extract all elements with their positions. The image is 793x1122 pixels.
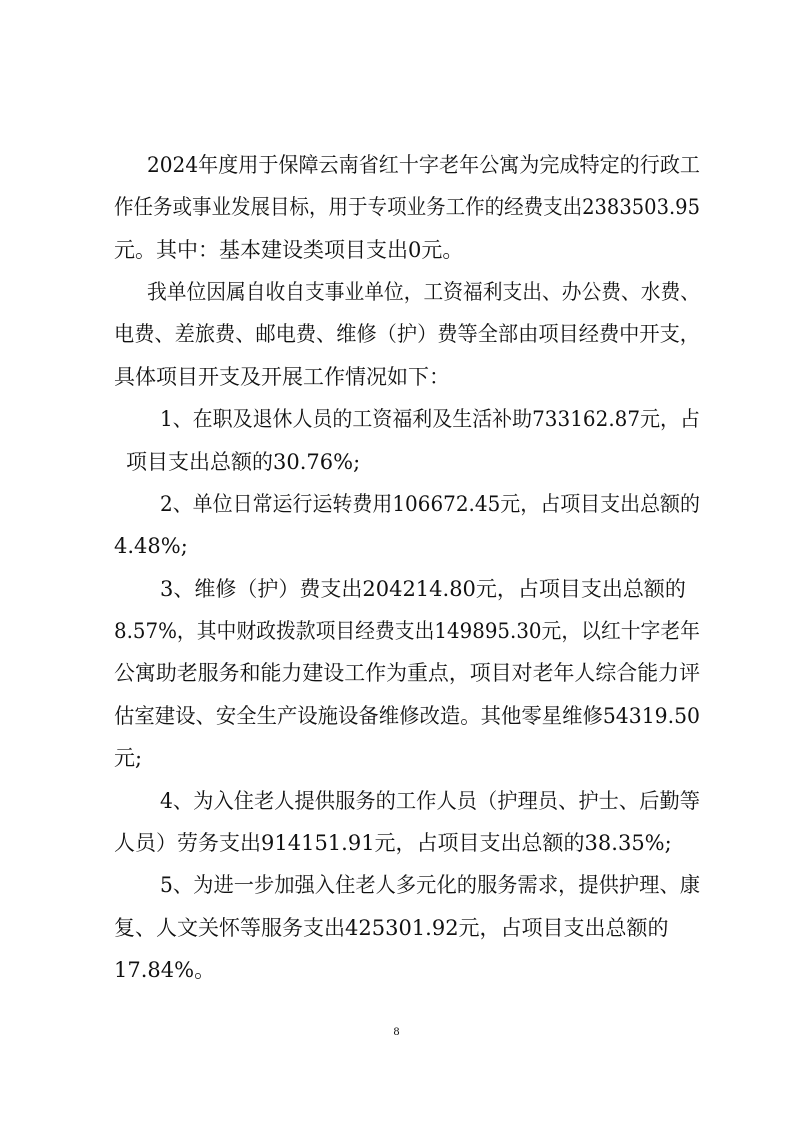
item-5-line-2 — [0, 913, 793, 943]
paragraph-2-line-1 — [0, 277, 793, 307]
item-2-text: 2、单位日常运行运转费用106672.45元，占项目支出总额的 — [160, 492, 700, 516]
item-1-line-2 — [0, 447, 793, 477]
item-1-text: 1、在职及退休人员的工资福利及生活补助733162.87元，占 — [160, 407, 700, 431]
item-3-line-2 — [0, 616, 793, 646]
item-1-line-1 — [0, 404, 793, 434]
paragraph-2-line-2 — [0, 319, 793, 349]
paragraph-2-line-3 — [0, 362, 793, 392]
item-5-line-1 — [0, 870, 793, 900]
item-3-text: 8.57%，其中财政拨款项目经费支出149895.30元，以红十字老年 — [114, 619, 700, 643]
item-4-line-1 — [0, 786, 793, 816]
item-3-text: 公寓助老服务和能力建设工作为重点，项目对老年人综合能力评 — [114, 661, 701, 685]
item-4-text: 4、为入住老人提供服务的工作人员（护理员、护士、后勤等 — [160, 789, 701, 813]
item-3-text: 估室建设、安全生产设施设备维修改造。其他零星维修54319.50 — [114, 704, 701, 728]
paragraph-1-line-2 — [0, 192, 793, 222]
item-3-line-1 — [0, 574, 793, 604]
item-2-line-1 — [0, 489, 793, 519]
item-2-line-2 — [0, 531, 793, 561]
item-5-text: 17.84%。 — [114, 958, 216, 982]
item-1-text: 项目支出总额的30.76%; — [126, 450, 361, 474]
paragraph-2-text: 我单位因属自收自支事业单位，工资福利支出、办公费、水费、 — [147, 280, 701, 304]
item-5-text: 5、为进一步加强入住老人多元化的服务需求，提供护理、康 — [160, 873, 701, 897]
paragraph-1-line-1 — [0, 150, 793, 180]
paragraph-1-text: 元。其中：基本建设类项目支出0元。 — [114, 238, 464, 262]
page-number: 8 — [393, 1024, 400, 1038]
paragraph-2-text: 电费、差旅费、邮电费、维修（护）费等全部由项目经费中开支， — [114, 322, 700, 346]
item-5-line-3 — [0, 955, 793, 985]
paragraph-1-line-3 — [0, 235, 793, 265]
item-4-text: 人员）劳务支出914151.91元，占项目支出总额的38.35%; — [114, 831, 672, 855]
item-3-line-5 — [0, 743, 793, 773]
item-3-line-4 — [0, 701, 793, 731]
item-4-line-2 — [0, 828, 793, 858]
item-5-text: 复、人文关怀等服务支出425301.92元，占项目支出总额的 — [114, 916, 669, 940]
paragraph-1-text: 作任务或事业发展目标，用于专项业务工作的经费支出2383503.95 — [114, 195, 701, 219]
paragraph-2-text: 具体项目开支及开展工作情况如下： — [114, 365, 450, 389]
item-3-text: 元; — [114, 746, 143, 770]
item-3-line-3 — [0, 658, 793, 688]
paragraph-1-text: 2024年度用于保障云南省红十字老年公寓为完成特定的行政工 — [147, 153, 701, 177]
item-2-text: 4.48%; — [114, 534, 188, 558]
item-3-text: 3、维修（护）费支出204214.80元，占项目支出总额的 — [160, 577, 686, 601]
